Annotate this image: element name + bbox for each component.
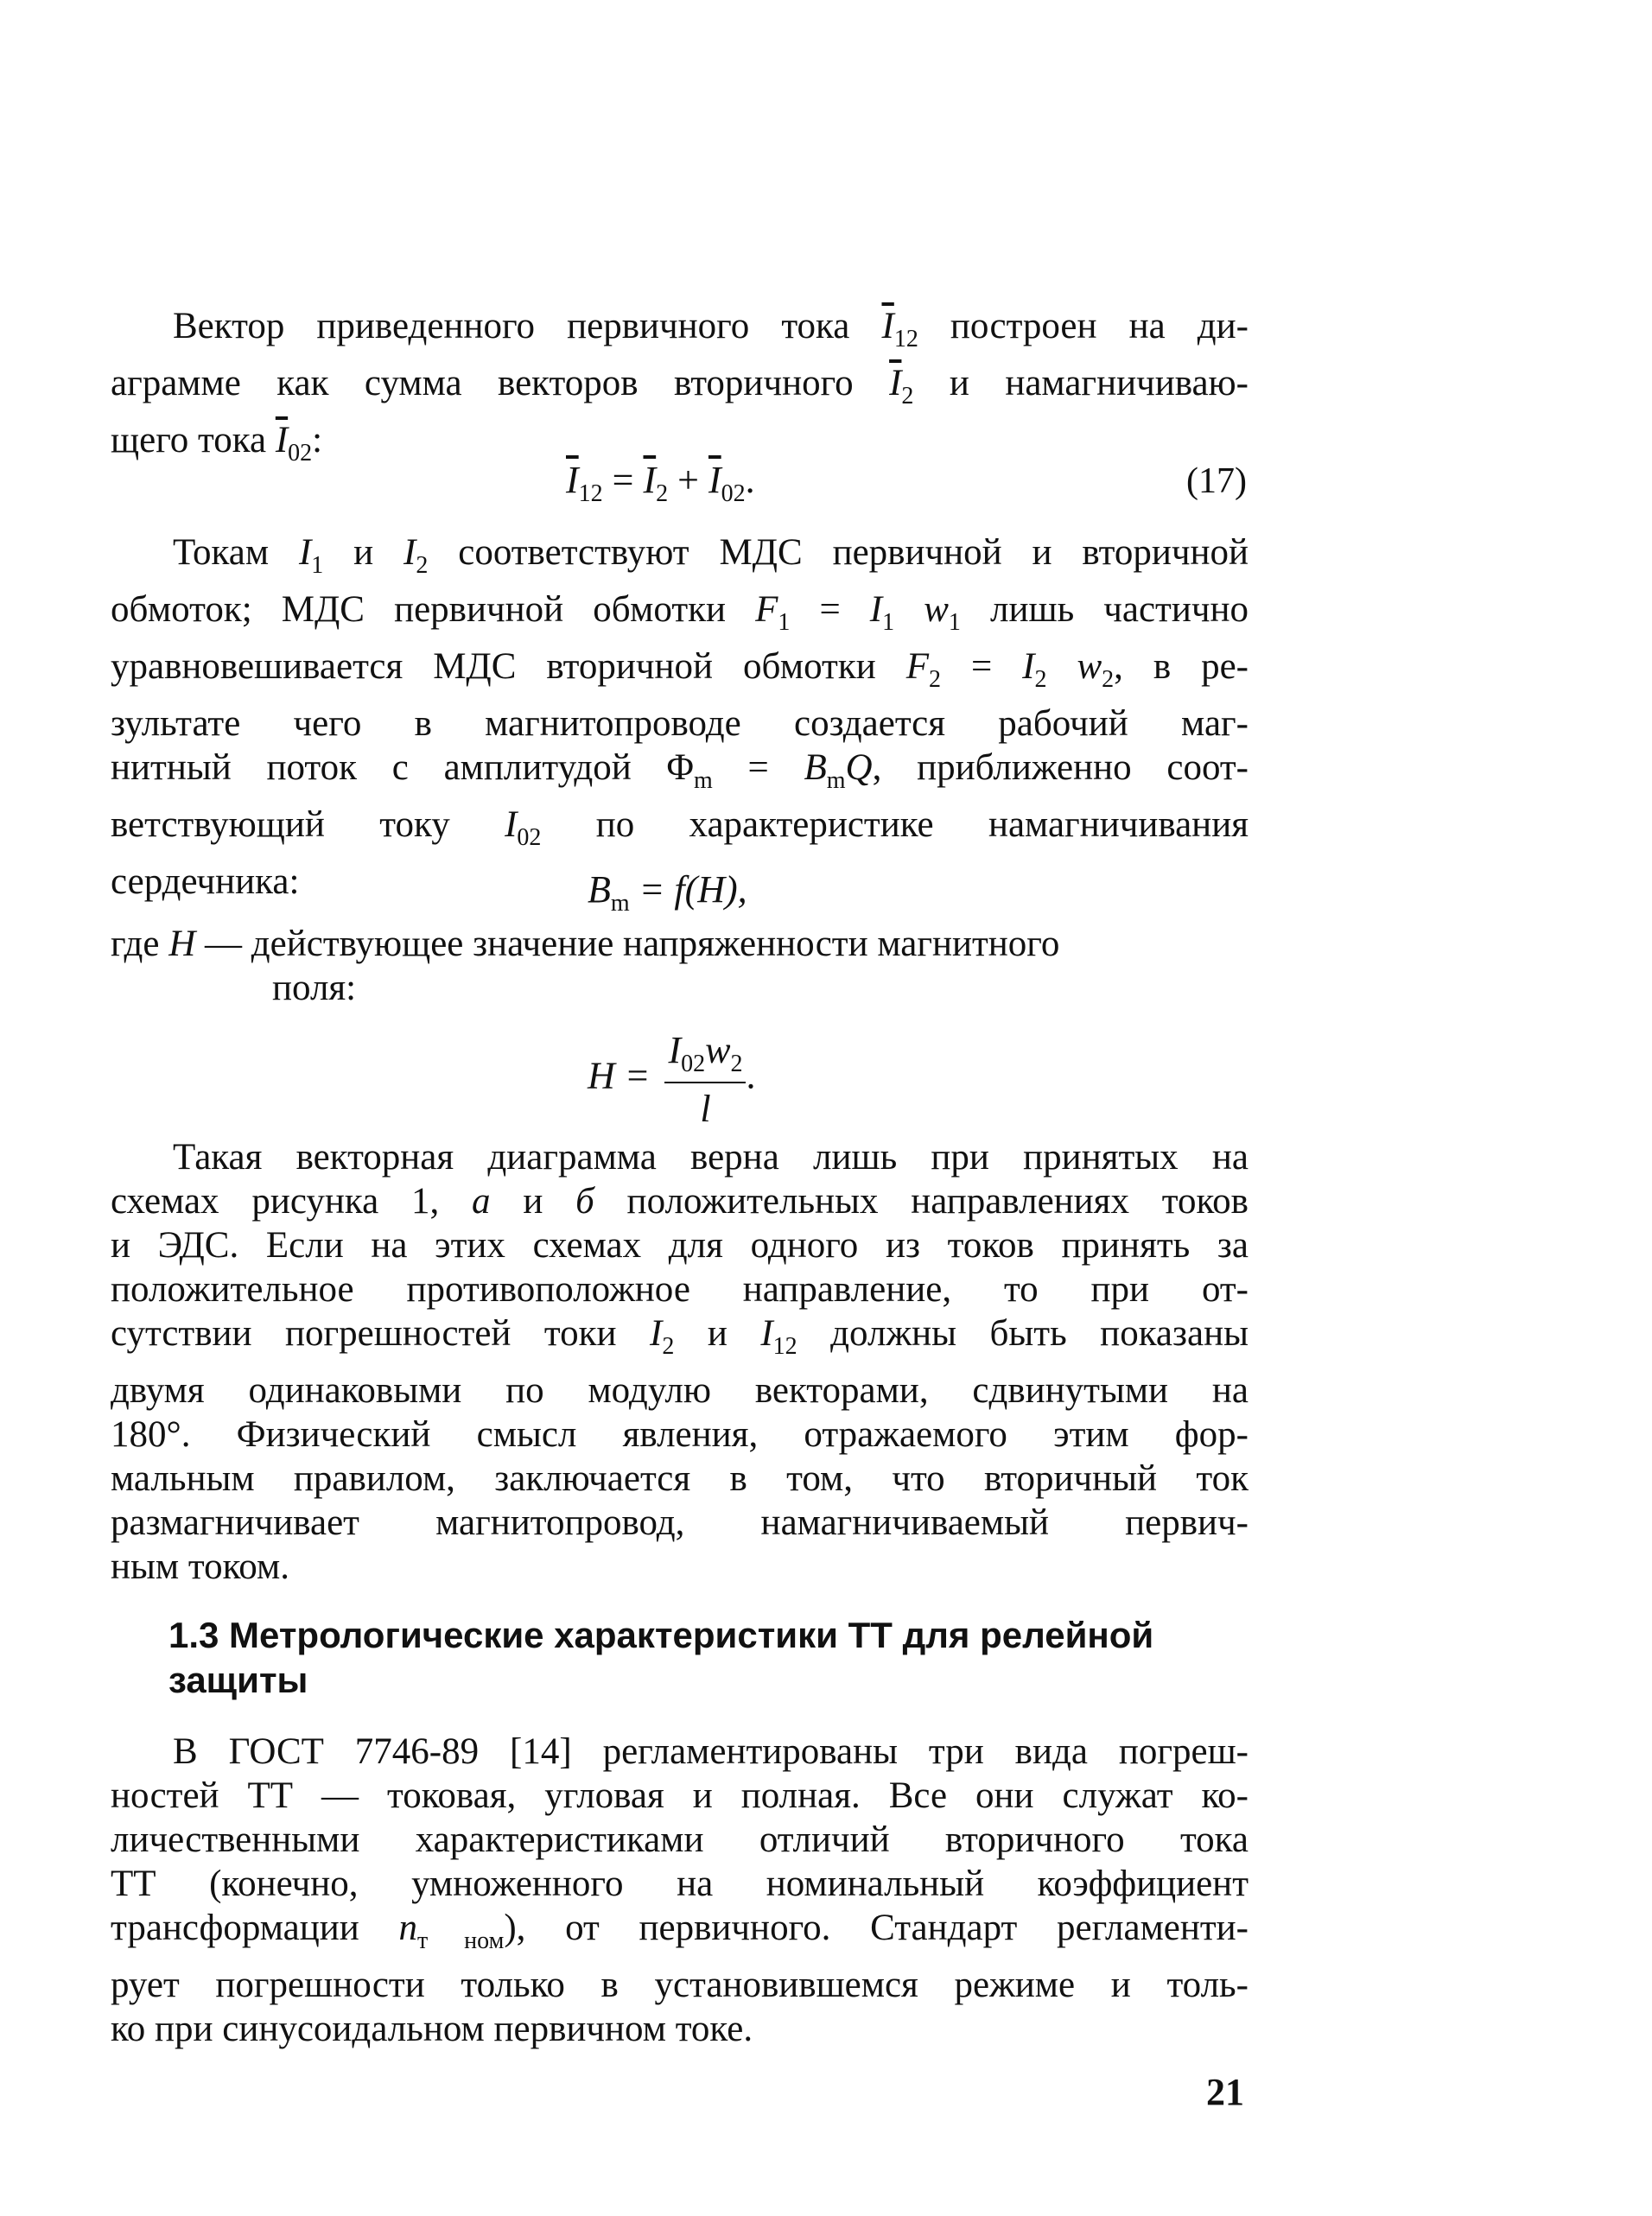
page-number: 21 [1206,2071,1244,2113]
equation-bm: $B_m = f(H)$, [588,868,747,917]
text-line: схемах рисунка 1, а и б положительных направлениях токов [111,1181,1249,1222]
text-line: зультате чего в магнитопроводе создается рабочий маг- [111,703,1249,744]
text-line: ностей ТТ — токовая, угловая и полная. Все они служат ко- [111,1775,1249,1816]
text-line: где H — действующее значение напряженности магнитного [111,924,1060,964]
text-line: аграмме как сумма векторов вторичного $\overline{I}_2$ и намагничиваю- [111,363,1249,410]
paragraph-2 [111,530,1249,904]
text-line: сутствии погрешностей токи $I_2$ и $I_{12}$ должны быть показаны [111,1313,1249,1360]
text-line: личественными характеристиками отличий вторичного тока [111,1819,1249,1860]
text-line: и ЭДС. Если на этих схемах для одного из токов принять за [111,1225,1249,1266]
text-line: В ГОСТ 7746-89 [14] регламентированы три вида погреш- [173,1731,1249,1772]
heading-line: 1.3 Метрологические характеристики ТТ для релейной [168,1615,1154,1655]
text-line: Токам $I_1$ и $I_2$ соответствуют МДС первичной и вторичной [173,532,1249,579]
text-line: обмоток; МДС первичной обмотки $F_1 = I_1$ $w_1$ лишь частично [111,589,1249,636]
equation-number: (17) [1186,461,1247,501]
text-line: щего тока $\overline{I}_{02}$: [111,420,323,467]
text-line: Такая векторная диаграмма верна лишь при принятых на [173,1137,1249,1178]
text-line: рует погрешности только в установившемся режиме и толь- [111,1965,1249,2005]
text-line: 180°. Физический смысл явления, отражаемого этим фор- [111,1414,1249,1455]
paragraph-1 [111,304,1249,475]
equation-17: $\overline{I}_{12} = \overline{I}_2 + \overline{I}_{02}$. [566,459,755,507]
text-line: двумя одинаковыми по модулю векторами, сдвинутыми на [111,1370,1249,1411]
where-clause [111,922,1249,1010]
paragraph-4 [111,1730,1249,2051]
text-line: ным током. [111,1546,289,1587]
text-line: мальным правилом, заключается в том, что вторичный ток [111,1458,1249,1499]
text-line: уравновешивается МДС вторичной обмотки $F_2 = I_2$ $w_2$, в ре- [111,646,1249,693]
text-line: ко при синусоидальном первичном токе. [111,2009,753,2049]
text-line: ветствующий току $I_{02}$ по характеристике намагничивания [111,804,1249,851]
text-line: поля: [272,968,357,1008]
text-line: размагничивает магнитопровод, намагничиваемый первич- [111,1502,1249,1543]
text-line: нитный поток с амплитудой $\Phi_m = B_mQ$, приближенно соот- [111,747,1249,794]
text-line: Вектор приведенного первичного тока $\overline{I}_{12}$ построен на ди- [173,306,1249,352]
equation-h: H = $\frac{I_{02}w_2}{l}$ . [588,1029,756,1130]
text-line: положительное противоположное направление, то при от- [111,1269,1249,1310]
paragraph-3 [111,1135,1249,1589]
section-heading [168,1613,1257,1703]
text-line: сердечника: [111,861,300,902]
text-line: ТТ (конечно, умноженного на номинальный коэффициент [111,1864,1249,1904]
heading-line: защиты [168,1660,308,1700]
text-line: трансформации $n_{т ном}$), от первичного. Стандарт регламенти- [111,1908,1249,1954]
